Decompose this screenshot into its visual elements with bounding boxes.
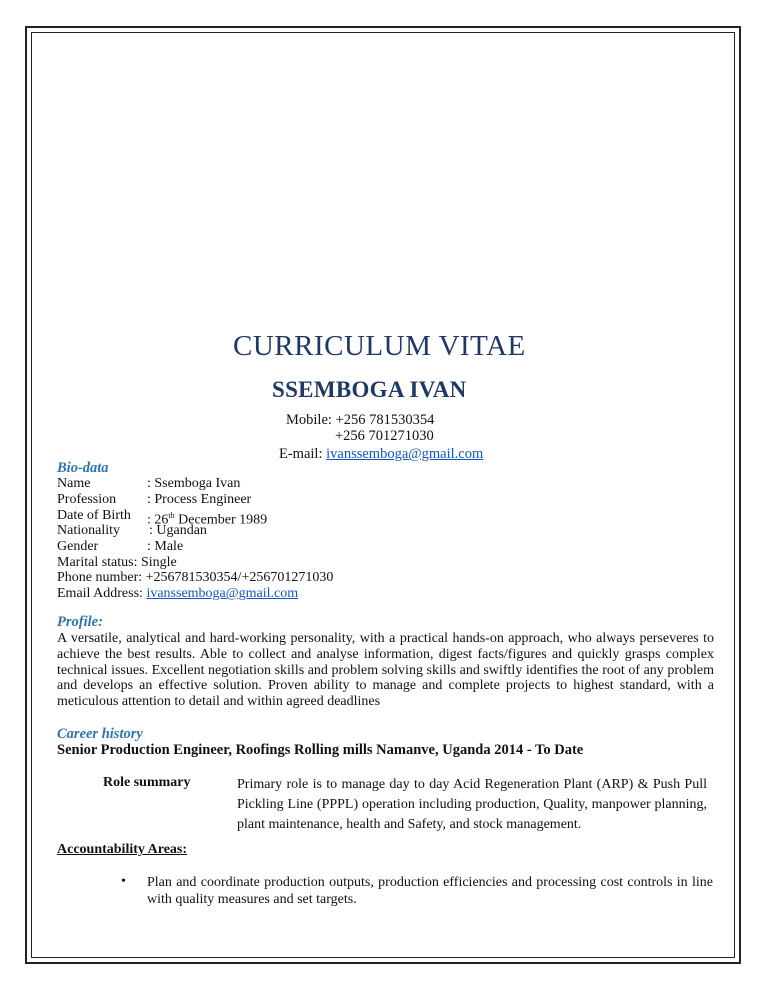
bio-dob-label: Date of Birth (57, 508, 131, 523)
bullet-icon: • (121, 874, 126, 889)
candidate-name: SSEMBOGA IVAN (272, 377, 467, 402)
role-summary-label: Role summary (103, 775, 191, 790)
biodata-heading: Bio-data (57, 460, 109, 476)
bio-nationality-label: Nationality (57, 523, 120, 538)
bio-phone-number: Phone number: +256781530354/+256701271030 (57, 570, 334, 585)
mobile-number-2: +256 701271030 (335, 428, 434, 444)
profile-heading: Profile: (57, 614, 103, 630)
job-title: Senior Production Engineer, Roofings Rolling mills Namanve, Uganda 2014 - To Date (57, 742, 584, 758)
email-link[interactable]: ivanssemboga@gmail.com (326, 446, 484, 462)
bio-profession-label: Profession (57, 492, 117, 507)
bio-name-label: Name (57, 476, 91, 491)
bio-name-value: : Ssemboga Ivan (147, 476, 241, 491)
bio-dob-value: : 26th December 1989 (147, 511, 268, 528)
accountability-item: Plan and coordinate production outputs, production efficiencies and processing cost controls in line with quality measures and set targets. (147, 875, 713, 907)
mobile-number-1: +256 781530354 (335, 412, 435, 428)
mobile-label: Mobile: (286, 412, 332, 428)
bio-profession-value: : Process Engineer (147, 492, 252, 507)
bio-gender-value: : Male (147, 539, 184, 554)
bio-email-label: Email Address: (57, 586, 147, 601)
mobile-line-1 (286, 412, 434, 429)
bio-nationality-value: : Ugandan (149, 523, 207, 538)
email-line (279, 446, 483, 463)
bio-email-link[interactable]: ivanssemboga@gmail.com (146, 586, 299, 601)
role-summary-text: Primary role is to manage day to day Acid Regeneration Plant (ARP) & Push Pull Pickling Line (PPPL) operation including production, Quality, manpower planning, plant maintenance, health and Safety, and stock management. (237, 777, 707, 832)
bio-gender-label: Gender (57, 539, 99, 554)
profile-text: A versatile, analytical and hard-working personality, with a practical hands-on approach, who always perseveres to achieve the best results. Able to collect and analyse information, digest facts/figures and quickly grasps complex technical issues. Excellent negotiation skills and problem solving skills and swiftly identifies the root of any problem and develops an effective solution. Proven ability to manage and complete projects to highest standard, with a meticulous attention to detail and within agreed deadlines (57, 631, 714, 710)
email-label: E-mail: (279, 446, 323, 462)
career-heading: Career history (57, 726, 143, 742)
bio-email (57, 586, 298, 602)
bio-marital-status: Marital status: Single (57, 555, 177, 570)
document-title: CURRICULUM VITAE (233, 330, 526, 362)
accountability-heading: Accountability Areas: (57, 842, 188, 857)
